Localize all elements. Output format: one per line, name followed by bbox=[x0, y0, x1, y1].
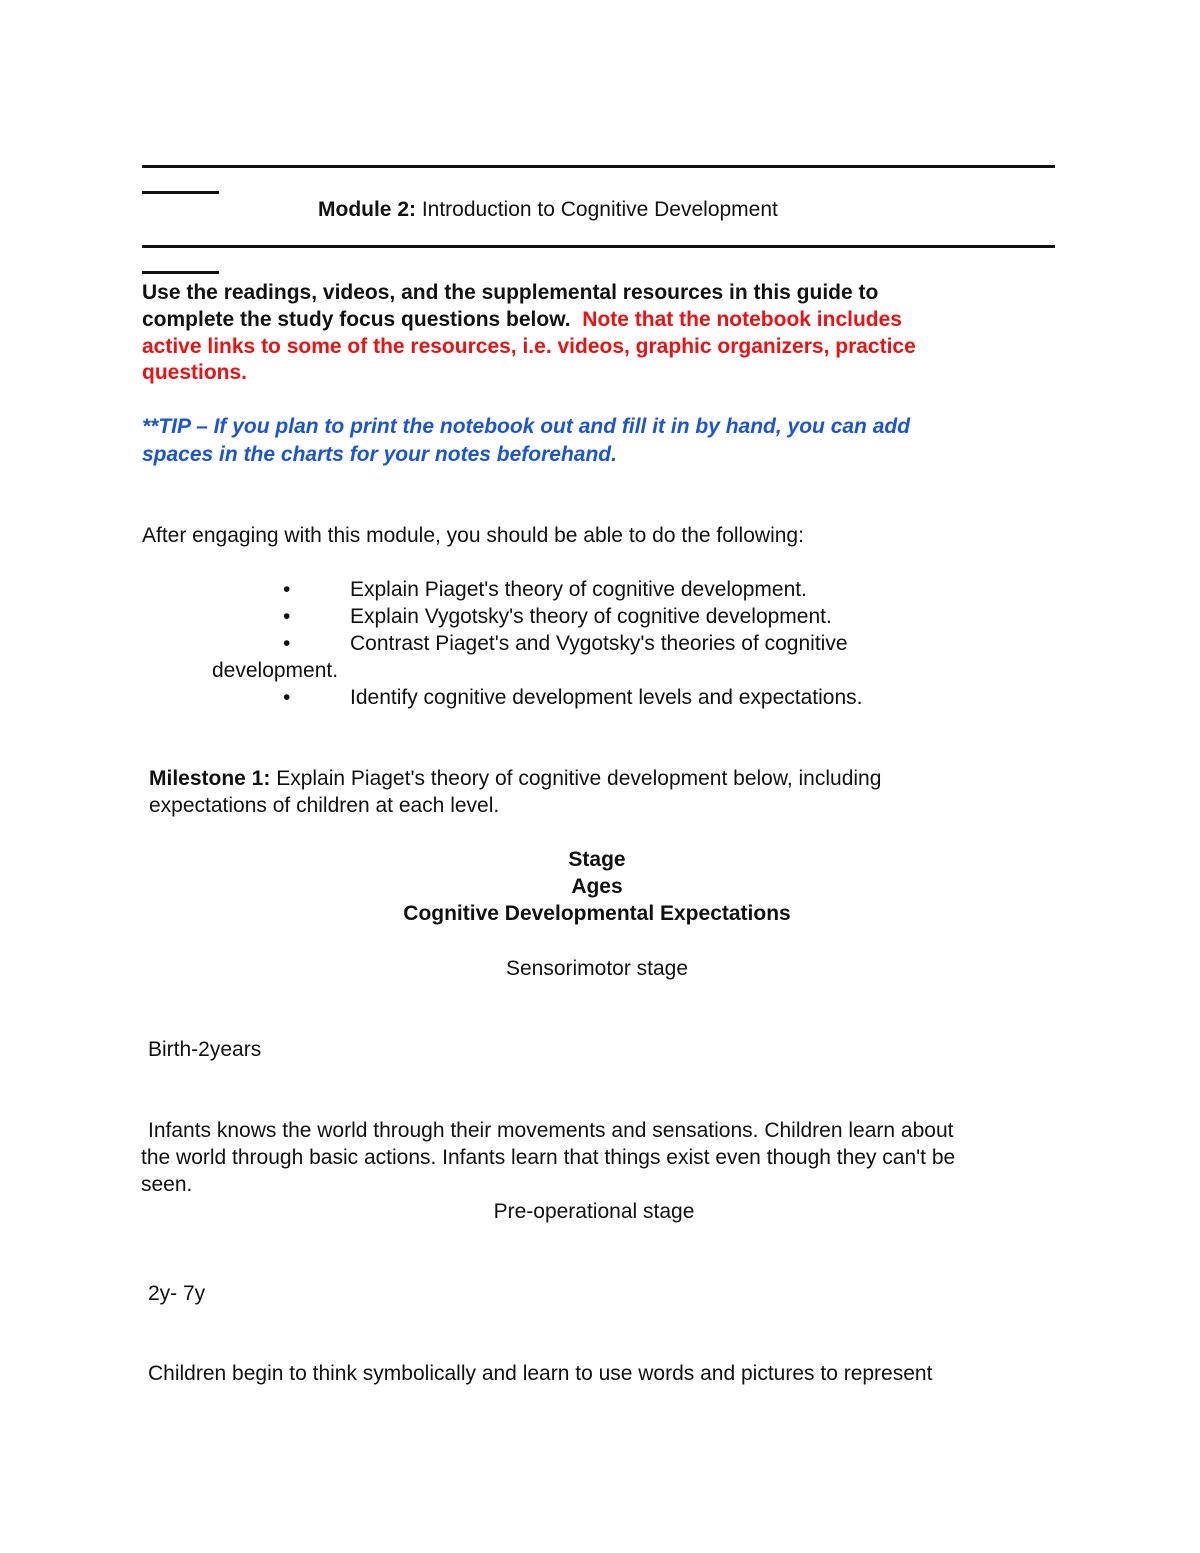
header-ages: Ages bbox=[571, 875, 623, 898]
mid-rule-short bbox=[142, 271, 219, 274]
bullet-icon: • bbox=[283, 632, 291, 655]
milestone-line-2: expectations of children at each level. bbox=[149, 794, 500, 817]
header-stage: Stage bbox=[568, 848, 626, 871]
milestone-line-1 bbox=[149, 765, 881, 792]
row-desc-line: Children begin to think symbolically and learn to use words and pictures to represent bbox=[148, 1362, 933, 1385]
header-expectations: Cognitive Developmental Expectations bbox=[403, 902, 791, 925]
intro-line-2-red: Note that the notebook includes bbox=[582, 308, 902, 331]
intro-line-2 bbox=[142, 306, 902, 333]
row-ages: 2y- 7y bbox=[148, 1282, 206, 1305]
row-desc-line: Infants knows the world through their movements and sensations. Children learn about bbox=[148, 1119, 954, 1142]
bullet-icon: • bbox=[283, 578, 291, 601]
top-rule-short bbox=[142, 191, 219, 194]
row-desc-line: the world through basic actions. Infants learn that things exist even though they can't be bbox=[141, 1146, 956, 1169]
module-title-text: Introduction to Cognitive Development bbox=[416, 198, 778, 221]
intro-line-3: active links to some of the resources, i.e. videos, graphic organizers, practice bbox=[142, 335, 916, 358]
row-stage: Pre-operational stage bbox=[493, 1200, 695, 1223]
objective-text: Explain Piaget's theory of cognitive development. bbox=[350, 578, 807, 601]
objective-text-continuation: development. bbox=[212, 659, 339, 682]
row-desc-line: seen. bbox=[141, 1173, 193, 1196]
module-title bbox=[318, 196, 778, 223]
bullet-icon: • bbox=[283, 686, 291, 709]
row-ages: Birth-2years bbox=[148, 1038, 262, 1061]
intro-line-4: questions. bbox=[142, 361, 248, 384]
intro-line-1: Use the readings, videos, and the supplemental resources in this guide to bbox=[142, 281, 879, 304]
objective-text: Explain Vygotsky's theory of cognitive development. bbox=[350, 605, 832, 628]
top-rule-long bbox=[142, 165, 1055, 168]
milestone-text-1: Explain Piaget's theory of cognitive development below, including bbox=[270, 767, 882, 790]
tip-line-1: **TIP – If you plan to print the notebook out and fill it in by hand, you can add bbox=[142, 415, 911, 438]
objective-text: Contrast Piaget's and Vygotsky's theories of cognitive bbox=[350, 632, 848, 655]
module-label: Module 2: bbox=[318, 198, 416, 221]
objectives-lead: After engaging with this module, you should be able to do the following: bbox=[142, 524, 804, 547]
intro-line-2-black: complete the study focus questions below. bbox=[142, 308, 583, 331]
milestone-label: Milestone 1: bbox=[149, 767, 271, 790]
bullet-icon: • bbox=[283, 605, 291, 628]
objective-text: Identify cognitive development levels and expectations. bbox=[350, 686, 863, 709]
row-stage: Sensorimotor stage bbox=[505, 957, 689, 980]
tip-line-2: spaces in the charts for your notes beforehand. bbox=[142, 443, 617, 466]
mid-rule-long bbox=[142, 245, 1055, 248]
